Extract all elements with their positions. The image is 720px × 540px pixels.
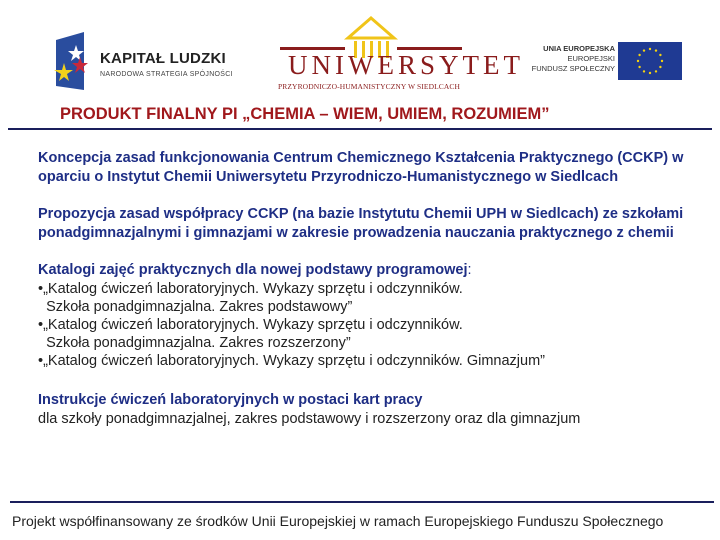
list-item: •„Katalog ćwiczeń laboratoryjnych. Wykazy sprzętu i odczynników. Gimnazjum” bbox=[38, 353, 545, 369]
list-item-line: „Katalog ćwiczeń laboratoryjnych. Wykazy sprzętu i odczynników. Gimnazjum” bbox=[43, 353, 545, 369]
section-cooperation-heading: Propozycja zasad współpracy CCKP (na bazie Instytutu Chemii UPH w Siedlcach) ze szkołami ponadgimnazjalnymi i gimnazjami w zakresie prowadzenia nauczania praktycznego z chemii bbox=[38, 206, 684, 241]
university-logo bbox=[276, 14, 524, 91]
list-item: •„Katalog ćwiczeń laboratoryjnych. Wykazy sprzętu i odczynników. Szkoła ponadgimnazjalna. Zakres podstawowy” bbox=[38, 281, 463, 315]
eu-line3: FUNDUSZ SPOŁECZNY bbox=[531, 64, 615, 73]
eu-line1: UNIA EUROPEJSKA bbox=[543, 44, 615, 53]
section-catalogs-heading: Katalogi zajęć praktycznych dla nowej podstawy programowej bbox=[38, 262, 468, 278]
kapital-ludzki-title: KAPITAŁ LUDZKI bbox=[100, 50, 226, 67]
list-item: •„Katalog ćwiczeń laboratoryjnych. Wykazy sprzętu i odczynników. Szkoła ponadgimnazjalna. Zakres rozszerzony” bbox=[38, 317, 463, 351]
university-subtitle: PRZYRODNICZO-HUMANISTYCZNY W SIEDLCACH bbox=[278, 82, 460, 91]
page-title: PRODUKT FINALNY PI „CHEMIA – WIEM, UMIEM, ROZUMIEM” bbox=[60, 105, 550, 123]
footer-divider bbox=[10, 501, 714, 503]
footer-text: Projekt współfinansowany ze środków Unii Europejskiej w ramach Europejskiego Funduszu Społecznego bbox=[12, 513, 664, 529]
content bbox=[38, 149, 713, 428]
eu-line2: EUROPEJSKI bbox=[567, 54, 615, 63]
section-instructions bbox=[38, 391, 713, 428]
eu-logo bbox=[510, 42, 685, 82]
heading-colon: : bbox=[467, 262, 472, 278]
stars-flag-icon bbox=[50, 30, 90, 90]
eu-flag-icon bbox=[618, 42, 682, 80]
section-concept-heading: Koncepcja zasad funkcjonowania Centrum Chemicznego Kształcenia Praktycznego (CCKP) w oparciu o Instytut Chemii Uniwersytetu Przyrodniczo-Humanistycznego w Siedlcach bbox=[38, 150, 684, 185]
list-item-line: „Katalog ćwiczeń laboratoryjnych. Wykazy sprzętu i odczynników. bbox=[43, 317, 463, 333]
section-catalogs bbox=[38, 261, 713, 370]
kapital-ludzki-subtitle: NARODOWA STRATEGIA SPÓJNOŚCI bbox=[100, 71, 233, 78]
university-name: UNIWERSYTET bbox=[288, 50, 524, 80]
list-item-line: „Katalog ćwiczeń laboratoryjnych. Wykazy sprzętu i odczynników. bbox=[43, 281, 463, 297]
list-item-line: Szkoła ponadgimnazjalna. Zakres podstawowy” bbox=[46, 299, 353, 315]
section-instructions-heading: Instrukcje ćwiczeń laboratoryjnych w postaci kart pracy bbox=[38, 392, 423, 408]
list-item-line: Szkoła ponadgimnazjalna. Zakres rozszerzony” bbox=[46, 335, 351, 351]
kapital-ludzki-logo bbox=[50, 30, 250, 90]
section-instructions-body: dla szkoły ponadgimnazjalnej, zakres podstawowy i rozszerzony oraz dla gimnazjum bbox=[38, 411, 581, 427]
header-divider bbox=[8, 128, 712, 130]
